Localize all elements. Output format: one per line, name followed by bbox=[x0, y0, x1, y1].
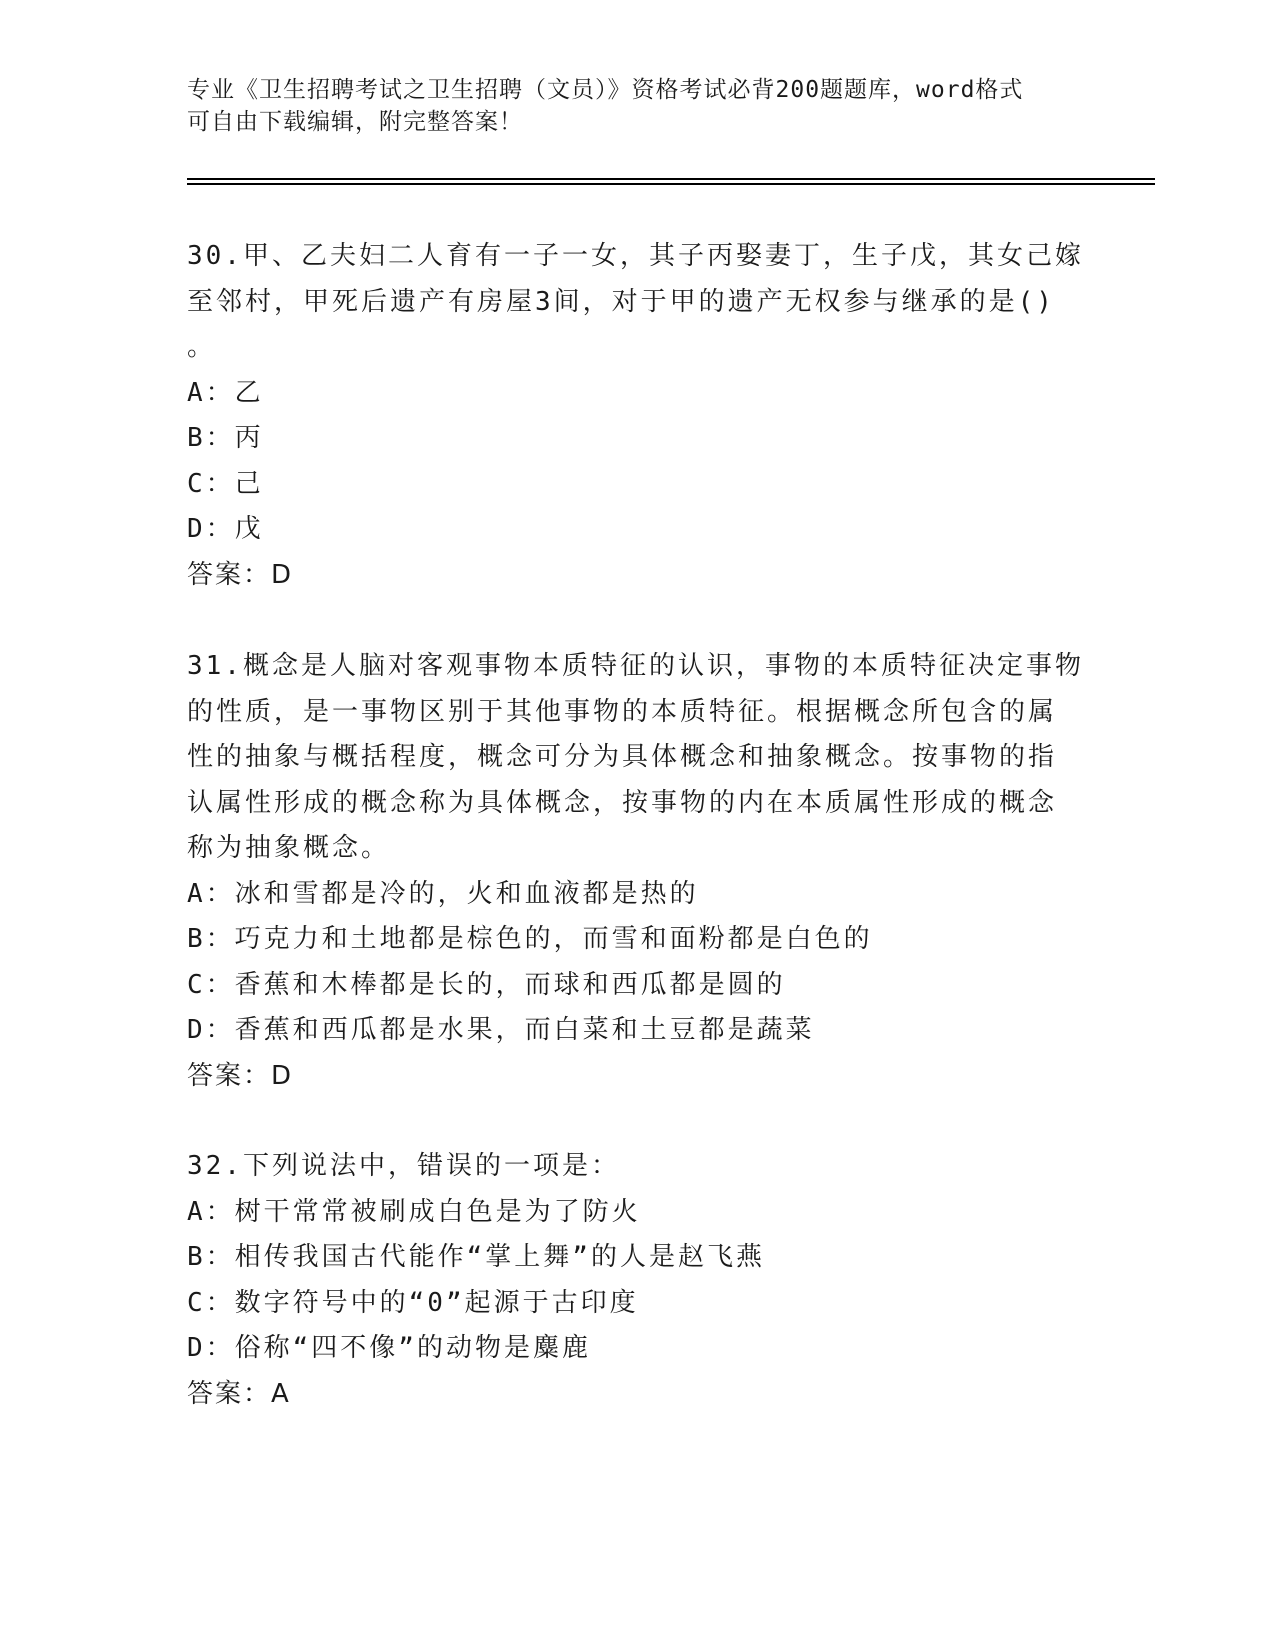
question-31 bbox=[187, 644, 1087, 1099]
header-line-2: 可自由下载编辑，附完整答案！ bbox=[187, 109, 523, 135]
option-letter: A： bbox=[187, 377, 235, 408]
option-a bbox=[187, 1190, 1087, 1236]
option-d bbox=[187, 1326, 1087, 1372]
stem-line: 至邻村，甲死后遗产有房屋3间，对于甲的遗产无权参与继承的是() bbox=[187, 286, 1055, 317]
question-stem bbox=[187, 234, 1087, 371]
option-c bbox=[187, 1281, 1087, 1327]
option-b bbox=[187, 917, 1087, 963]
option-c bbox=[187, 963, 1087, 1009]
option-letter: D： bbox=[187, 1333, 235, 1363]
stem-line: 30.甲、乙夫妇二人育有一子一女，其子丙娶妻丁，生子戊，其女己嫁 bbox=[187, 241, 1084, 271]
stem-line: 的性质，是一事物区别于其他事物的本质特征。根据概念所包含的属 bbox=[187, 696, 1058, 727]
stem-line: 称为抽象概念。 bbox=[187, 833, 391, 863]
question-30 bbox=[187, 234, 1087, 598]
option-letter: C： bbox=[187, 1287, 235, 1318]
stem-line: 性的抽象与概括程度，概念可分为具体概念和抽象概念。按事物的指 bbox=[187, 742, 1058, 772]
option-letter: D： bbox=[187, 1015, 235, 1045]
header-divider-bottom bbox=[187, 183, 1155, 185]
option-text: 俗称“四不像”的动物是麋鹿 bbox=[234, 1333, 591, 1363]
option-text: 相传我国古代能作“掌上舞”的人是赵飞燕 bbox=[234, 1242, 765, 1272]
header-divider-top bbox=[187, 178, 1155, 180]
option-text: 数字符号中的“0”起源于古印度 bbox=[234, 1287, 639, 1318]
option-text: 树干常常被刷成白色是为了防火 bbox=[234, 1196, 641, 1227]
option-d bbox=[187, 507, 1087, 553]
option-letter: D： bbox=[187, 514, 235, 544]
option-a bbox=[187, 371, 1087, 417]
option-c bbox=[187, 462, 1087, 508]
option-text: 巧克力和土地都是棕色的，而雪和面粉都是白色的 bbox=[234, 924, 873, 954]
answer-line: 答案：D bbox=[187, 559, 294, 590]
question-stem bbox=[187, 644, 1087, 872]
option-a bbox=[187, 872, 1087, 918]
option-text: 戊 bbox=[234, 514, 264, 544]
option-text: 己 bbox=[234, 468, 264, 499]
option-text: 冰和雪都是冷的，火和血液都是热的 bbox=[234, 878, 699, 909]
header-line-1: 专业《卫生招聘考试之卫生招聘（文员）》资格考试必背200题题库，word格式 bbox=[187, 77, 1024, 103]
answer-line: 答案：A bbox=[187, 1378, 291, 1409]
option-text: 香蕉和木棒都是长的，而球和西瓜都是圆的 bbox=[234, 969, 786, 1000]
question-32 bbox=[187, 1144, 1087, 1417]
stem-line: 32.下列说法中，错误的一项是： bbox=[187, 1151, 620, 1181]
document-header bbox=[187, 74, 1067, 138]
stem-line: 31.概念是人脑对客观事物本质特征的认识，事物的本质特征决定事物 bbox=[187, 651, 1084, 681]
stem-line: 。 bbox=[187, 332, 217, 362]
stem-line: 认属性形成的概念称为具体概念，按事物的内在本质属性形成的概念 bbox=[187, 787, 1058, 818]
option-b bbox=[187, 1235, 1087, 1281]
option-text: 乙 bbox=[234, 377, 264, 408]
option-letter: B： bbox=[187, 423, 235, 453]
option-letter: A： bbox=[187, 1196, 235, 1227]
question-stem bbox=[187, 1144, 1087, 1190]
option-text: 香蕉和西瓜都是水果，而白菜和土豆都是蔬菜 bbox=[234, 1015, 815, 1045]
option-text: 丙 bbox=[234, 423, 264, 453]
option-d bbox=[187, 1008, 1087, 1054]
option-letter: A： bbox=[187, 878, 235, 909]
option-letter: C： bbox=[187, 468, 235, 499]
option-letter: C： bbox=[187, 969, 235, 1000]
option-letter: B： bbox=[187, 924, 235, 954]
option-letter: B： bbox=[187, 1242, 235, 1272]
option-b bbox=[187, 416, 1087, 462]
answer-line: 答案：D bbox=[187, 1060, 294, 1091]
